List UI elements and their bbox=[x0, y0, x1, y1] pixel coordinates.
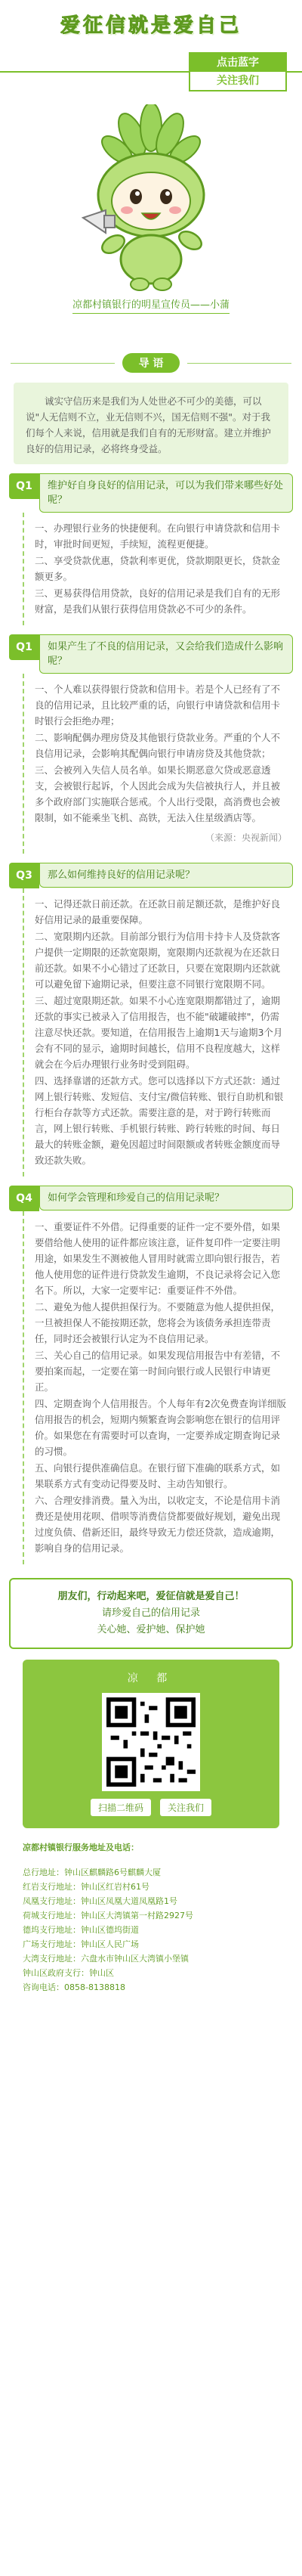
follow-banner bbox=[0, 47, 302, 97]
question-block bbox=[9, 634, 293, 854]
answer-paragraph: 一、办理银行业务的快捷便利。在向银行申请贷款和信用卡时，审批时间更短，手续短，流程更便捷。 bbox=[35, 522, 281, 550]
branch-line: 大湾支行地址：六盘水市钟山区大湾镇小堡镇 bbox=[23, 1954, 189, 1964]
branch-list bbox=[23, 1840, 279, 1995]
question-badge: Q3 bbox=[9, 863, 39, 888]
question-list bbox=[0, 473, 302, 1564]
question-answer bbox=[23, 888, 293, 1176]
qr-code-icon bbox=[106, 1697, 196, 1787]
divider bbox=[11, 363, 115, 364]
branch-line: 广场支行地址：钟山区人民广场 bbox=[23, 1939, 139, 1949]
qr-code[interactable] bbox=[102, 1693, 200, 1791]
question-title: 如果产生了不良的信用记录，又会给我们造成什么影响呢？ bbox=[39, 634, 293, 674]
branch-line: 钟山区政府支行：钟山区 bbox=[23, 1968, 114, 1978]
branch-line: 凤凰支行地址：钟山区凤凰大道凤凰路1号 bbox=[23, 1896, 177, 1906]
answer-paragraph: 五、向银行提供准确信息。在银行留下准确的联系方式，如果联系方式有变动记得要及时、主动告知银行。 bbox=[35, 1462, 281, 1489]
closing-line-2: 请珍爱自己的信用记录 bbox=[101, 1607, 200, 1619]
source-note: （来源：央视新闻） bbox=[205, 832, 287, 843]
follow-top-label[interactable]: 点击蓝字 bbox=[190, 54, 285, 72]
answer-paragraph: 三、超过宽限期还款。如果不小心连宽限期都错过了，逾期还款的事实已被录入了信用报告，也不能"破罐破摔"，仍需注意尽快还款。要知道，在信用报告上逾期1天与逾期3个月会有不同的显示，逾期时间越长，信用不良程度越大，这样就会在今后办理银行业务时受到阻碍。 bbox=[35, 995, 283, 1070]
question-answer bbox=[23, 674, 293, 854]
branch-line: 荷城支行地址：钟山区大湾镇第一村路2927号 bbox=[23, 1911, 193, 1920]
answer-paragraph: 六、合理安排消费。量入为出，以收定支，不论是信用卡消费还是使用花呗、借呗等消费信贷都要做好规划，避免出现过度负债、借新还旧，最终导致无力偿还贷款，造成逾期，影响自身的信用记录。 bbox=[35, 1495, 281, 1554]
answer-paragraph: 三、更易获得信用贷款，良好的信用记录是我们自有的无形财富，是我们从银行获得信用贷款必不可少的条件。 bbox=[35, 587, 281, 615]
answer-paragraph: 三、关心自己的信用记录。如果发现信用报告中有差错，不要拍案而起，一定要在第一时间向银行或人民银行申请更正。 bbox=[35, 1350, 281, 1393]
branch-line: 咨询电话：0858-8138818 bbox=[23, 1982, 125, 1992]
mascot-caption: 凉都村镇银行的明星宣传员——小蒲 bbox=[72, 296, 230, 314]
follow-us-button[interactable]: 关注我们 bbox=[160, 1799, 211, 1816]
divider bbox=[287, 71, 302, 73]
header bbox=[0, 0, 302, 47]
answer-paragraph: 二、影响配偶办理房贷及其他银行贷款业务。严重的个人不良信用记录，会影响其配偶向银行申请房贷及其他贷款； bbox=[35, 732, 281, 759]
question-block bbox=[9, 473, 293, 625]
answer-paragraph: 三、会被列入失信人员名单。如果长期恶意欠贷或恶意透支，会被银行起诉，个人因此会成为失信被执行人，并且被多个政府部门实施联合惩戒。个人出行受限，高消费也会被限制，如不能乘坐飞机、高铁，无法入住星级酒店等。 bbox=[35, 764, 281, 823]
question-badge: Q1 bbox=[9, 634, 39, 660]
question-answer bbox=[23, 1211, 293, 1564]
branch-heading: 凉都村镇银行服务地址及电话： bbox=[23, 1843, 139, 1852]
question-badge: Q4 bbox=[9, 1186, 39, 1211]
follow-box[interactable] bbox=[189, 52, 287, 91]
qr-section bbox=[23, 1660, 279, 1828]
branch-line: 总行地址：钟山区麒麟路6号麒麟大厦 bbox=[23, 1868, 161, 1877]
qr-buttons bbox=[91, 1799, 211, 1816]
question-title: 如何学会管理和珍爱自己的信用记录呢？ bbox=[39, 1186, 293, 1211]
answer-paragraph: 四、定期查询个人信用报告。个人每年有2次免费查询详细版信用报告的机会，短期内频繁查询会影响您在银行的信用评价。如果您在有需要时可以查询，一定要养成定期查询记录的习惯。 bbox=[35, 1398, 286, 1457]
question-title: 维护好自身良好的信用记录，可以为我们带来哪些好处呢？ bbox=[39, 473, 293, 513]
intro-heading-row bbox=[0, 346, 302, 380]
divider bbox=[0, 71, 189, 73]
question-header bbox=[9, 473, 293, 513]
question-block bbox=[9, 1186, 293, 1564]
intro-heading: 导 语 bbox=[122, 353, 180, 373]
answer-paragraph: 一、记得还款日前还款。在还款日前足额还款，是维护好良好信用记录的最重要保障。 bbox=[35, 898, 281, 925]
closing-line-1: 朋友们，行动起来吧，爱征信就是爱自己！ bbox=[57, 1591, 245, 1602]
mascot-section bbox=[0, 97, 302, 346]
follow-button[interactable]: 关注我们 bbox=[190, 72, 285, 90]
bottom-spacer bbox=[0, 1995, 302, 2010]
branch-line: 红岩支行地址：钟山区红岩村61号 bbox=[23, 1882, 149, 1892]
closing-box bbox=[9, 1578, 293, 1649]
divider bbox=[187, 363, 291, 364]
question-title: 那么如何维持良好的信用记录呢？ bbox=[39, 863, 293, 888]
closing-line-3: 关心她、爱护她、保护她 bbox=[97, 1624, 205, 1635]
branch-line: 德坞支行地址：钟山区德坞街道 bbox=[23, 1925, 139, 1935]
answer-paragraph: 一、个人难以获得银行贷款和信用卡。若是个人已经有了不良的信用记录，且比较严重的话，向银行申请贷款和信用卡时银行会拒绝办理； bbox=[35, 684, 281, 727]
answer-paragraph: 二、享受贷款优惠，贷款利率更优，贷款期限更长，贷款金额更多。 bbox=[35, 555, 281, 582]
question-badge: Q1 bbox=[9, 473, 39, 499]
question-block bbox=[9, 863, 293, 1176]
mascot-illustration bbox=[60, 104, 242, 293]
answer-paragraph: 二、避免为他人提供担保行为。不要随意为他人提供担保，一旦被担保人不能按期还款，您将会为该债务承担连带责任，同时还会被银行认定为不良信用记录。 bbox=[35, 1301, 281, 1344]
qr-title: 凉 都 bbox=[127, 1672, 175, 1685]
branch-lines bbox=[23, 1865, 279, 1995]
scan-qr-button[interactable]: 扫描二维码 bbox=[91, 1799, 151, 1816]
intro-text: 诚实守信历来是我们为人处世必不可少的美德，可以说"人无信则不立，业无信则不兴，国无信则不强"。对于我们每个人来说，信用就是我们自有的无形财富。建立并维护良好的信用记录，必将终身受益。 bbox=[14, 383, 288, 464]
question-header bbox=[9, 634, 293, 674]
question-header bbox=[9, 1186, 293, 1211]
question-header bbox=[9, 863, 293, 888]
question-answer bbox=[23, 513, 293, 625]
answer-paragraph: 四、选择靠谱的还款方式。您可以选择以下方式还款：通过网上银行转账、发短信、支付宝/微信转账、银行自助机和银行柜台存款等方式还款。需要注意的是，对于跨行转账而言，网上银行转账、手机银行转账、跨行转账的时间、每日最大的转账金额，避免因超过时间限额或者转账金额度而导致还款失败。 bbox=[35, 1075, 284, 1166]
page-title: 爱征信就是爱自己 bbox=[60, 14, 242, 37]
answer-paragraph: 一、重要证件不外借。记得重要的证件一定不要外借，如果要借给他人使用的证件都应该注意，证件复印件一定要注明用途，如果发生不测被他人冒用时就需立即向银行报告，若他人使用您的证件进行贷款发生逾期，不良记录将会记入您名下。所以，大家一定要牢记：重要证件不外借。 bbox=[35, 1221, 281, 1296]
answer-paragraph: 二、宽限期内还款。目前部分银行为信用卡持卡人及贷款客户提供一定期限的还款宽限期，宽限期内还款视为在还款日前还款。如果不小心错过了还款日，只要在宽限期内还款就可以避免留下逾期记录，但要注意不同银行宽限期不同。 bbox=[35, 931, 281, 990]
